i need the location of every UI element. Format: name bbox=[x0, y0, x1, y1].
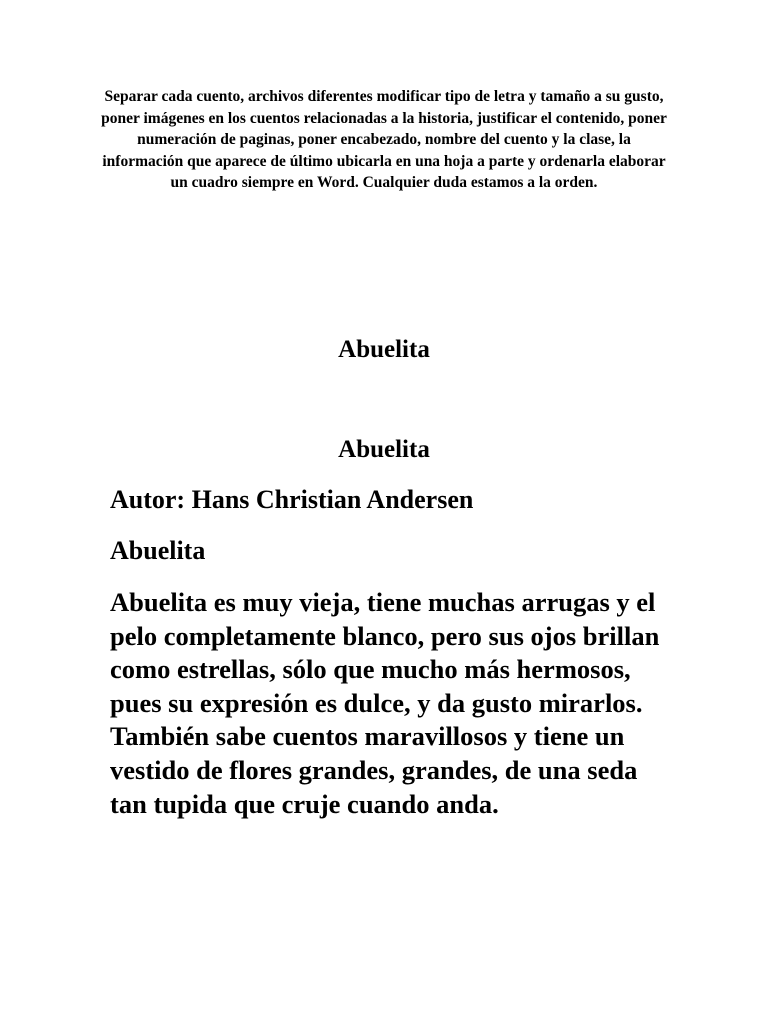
story-title: Abuelita bbox=[338, 336, 430, 363]
author-line: Autor: Hans Christian Andersen bbox=[110, 485, 474, 514]
instructions-paragraph: Separar cada cuento, archivos diferentes modificar tipo de letra y tamaño a su gusto, poner imágenes en los cuentos relacionadas a la historia, justificar el contenido, poner numeración de paginas, poner encabezado, nombre del cuento y la clase, la información que aparece de último ubicarla en una hoja a parte y ordenarla elaborar un cuadro siempre en Word. Cualquier duda estamos a la orden. bbox=[101, 88, 667, 191]
story-body-paragraph: Abuelita es muy vieja, tiene muchas arrugas y el pelo completamente blanco, pero sus ojos brillan como estrellas, sólo que mucho más hermosos, pues su expresión es dulce, y da gusto mirarlos. También sabe cuentos maravillosos y tiene un vestido de flores grandes, grandes, de una seda tan tupida que cruje cuando anda. bbox=[110, 587, 660, 819]
section-title: Abuelita bbox=[110, 536, 206, 565]
story-title-repeat: Abuelita bbox=[338, 436, 430, 463]
